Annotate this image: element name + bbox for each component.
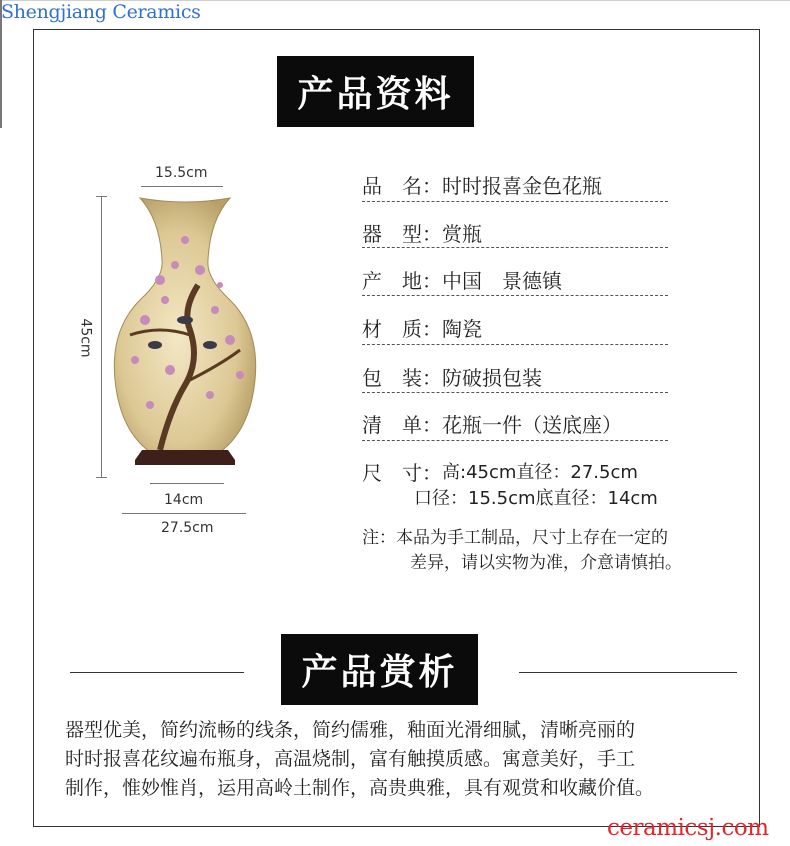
spec-row-material [362,314,482,340]
section-divider-right [519,672,737,673]
dim-top-width-line [141,186,223,187]
spec-value: 时时报喜金色花瓶 [442,173,602,198]
spec-key: 器 型： [362,221,442,246]
spec-key: 产 地： [362,268,442,293]
spec-row-shape [362,219,482,245]
dim-height-tick-bottom [96,477,107,478]
dim-base-width: 14cm [164,492,204,508]
spec-divider [362,440,668,441]
spec-divider [362,392,668,393]
spec-row-size [362,458,638,484]
brand-watermark-bottom: ceramicsj.com [607,815,769,841]
spec-key: 材 质： [362,316,442,341]
spec-row-name [362,171,602,197]
dim-base-width-line [150,483,224,484]
spec-key: 包 装： [362,365,442,390]
section-title-appreciation: 产品赏析 [281,634,478,705]
spec-value: 花瓶一件（送底座） [442,412,622,437]
spec-size-line2: 口径：15.5cm底直径：14cm [414,488,658,509]
spec-divider [362,201,668,202]
dim-height-tick-top [96,196,107,197]
description-line: 制作，惟妙惟肖，运用高岭土制作，高贵典雅，具有观赏和收藏价值。 [65,777,655,799]
note-line-1: 注：本品为手工制品，尺寸上存在一定的 [362,528,668,548]
spec-value: 陶瓷 [442,316,482,341]
dim-height-line [101,196,102,478]
spec-divider [362,295,668,296]
spec-row-packaging [362,363,542,389]
spec-divider [362,344,668,345]
note-line-2: 差异，请以实物为准，介意请慎拍。 [410,553,682,573]
spec-value: 赏瓶 [442,221,482,246]
spec-row-origin [362,266,562,292]
section-divider-left [70,672,244,673]
section-title-product-info: 产品资料 [277,56,474,127]
spec-value: 防破损包装 [442,365,542,390]
brand-watermark-top: Shengjiang Ceramics [1,1,201,23]
description-line: 器型优美，简约流畅的线条，简约儒雅，釉面光滑细腻，清晰亮丽的 [65,719,636,741]
spec-value: 高:45cm直径：27.5cm [442,462,638,483]
spec-divider [362,247,668,248]
spec-value: 中国 景德镇 [442,268,562,293]
spec-key: 品 名： [362,173,442,198]
dim-body-width: 27.5cm [161,520,214,536]
spec-key: 尺 寸： [362,460,442,485]
dim-height: 45cm [77,318,94,358]
spec-row-contents [362,410,622,436]
description-paragraph [65,716,755,803]
dim-top-width: 15.5cm [155,165,208,181]
spec-key: 清 单： [362,412,442,437]
description-line: 时时报喜花纹遍布瓶身，高温烧制，富有触摸质感。寓意美好，手工 [65,748,636,770]
dim-body-width-line [122,513,246,514]
